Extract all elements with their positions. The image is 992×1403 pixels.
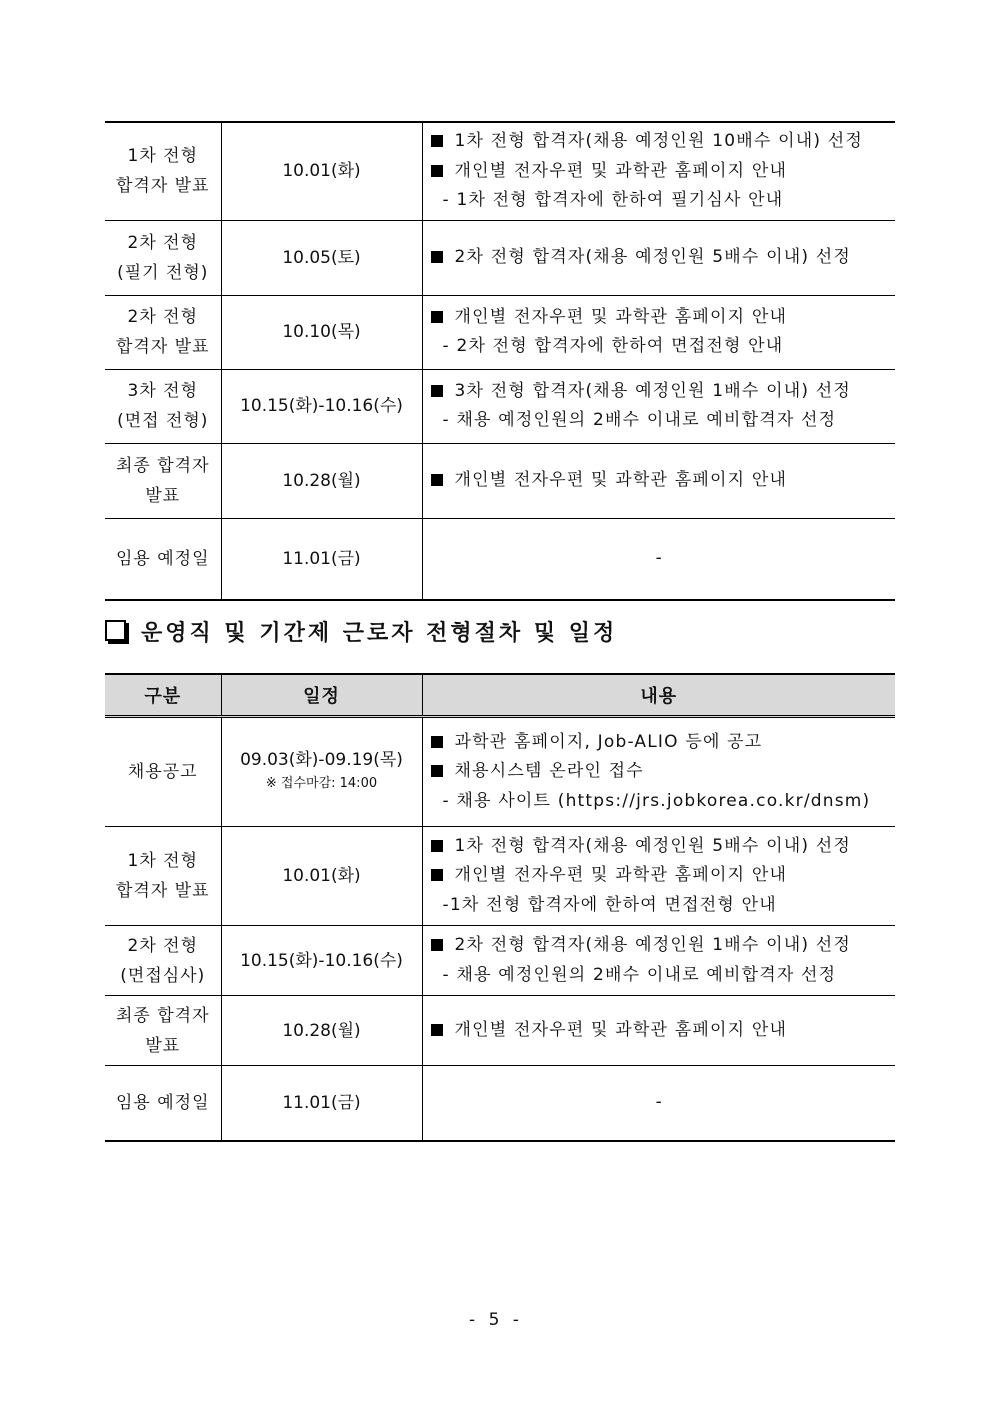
stage-label-line: (면접 전형)	[117, 411, 209, 431]
schedule-date: 11.01(금)	[282, 548, 361, 569]
sub-item	[423, 406, 896, 436]
stage-label-line: 발표	[145, 1035, 181, 1056]
content-cell	[422, 220, 895, 295]
schedule-table-2-body	[105, 717, 895, 1141]
sub-item	[423, 891, 896, 921]
bullet-item	[423, 127, 896, 157]
filled-square-bullet-icon	[431, 939, 443, 951]
stage-cell	[105, 1066, 221, 1141]
sub-item	[423, 787, 896, 817]
content-cell	[422, 827, 895, 926]
content-text: -1차 전형 합격자에 한하여 면접전형 안내	[442, 894, 777, 915]
schedule-table-1-body	[105, 122, 895, 600]
bullet-item	[423, 931, 896, 961]
table-header-row	[105, 674, 895, 717]
stage-cell	[105, 122, 221, 220]
content-text: - 1차 전형 합격자에 한하여 필기심사 안내	[442, 190, 784, 210]
date-cell	[221, 369, 422, 443]
stage-label-line: 최종 합격자	[115, 1005, 210, 1026]
date-cell	[221, 926, 422, 996]
stage-label-line: 발표	[145, 485, 181, 506]
content-text: 개인별 전자우편 및 과학관 홈페이지 안내	[454, 306, 788, 327]
bullet-item	[423, 303, 896, 333]
content-cell	[422, 518, 895, 600]
bullet-item	[423, 157, 896, 187]
date-cell	[221, 996, 422, 1066]
empty-dash	[423, 544, 896, 574]
content-text: 1차 전형 합격자(채용 예정인원 5배수 이내) 선정	[454, 835, 852, 856]
content-cell	[422, 369, 895, 443]
stage-cell	[105, 369, 221, 443]
sub-item	[423, 961, 896, 991]
schedule-date: 09.03(화)-09.19(목)	[240, 750, 403, 770]
content-text: -	[655, 1092, 662, 1112]
section-heading	[105, 616, 617, 656]
filled-square-bullet-icon	[431, 869, 443, 881]
bullet-item	[423, 861, 896, 891]
content-text: 개인별 전자우편 및 과학관 홈페이지 안내	[454, 160, 788, 181]
content-cell	[422, 926, 895, 996]
table-row	[105, 1066, 895, 1141]
bullet-item	[423, 832, 896, 862]
stage-label-line: 1차 전형	[127, 851, 198, 871]
content-text: 개인별 전자우편 및 과학관 홈페이지 안내	[454, 469, 788, 490]
table-row	[105, 220, 895, 295]
stage-label-line: 최종 합격자	[115, 455, 210, 476]
filled-square-bullet-icon	[431, 736, 443, 748]
table-row	[105, 926, 895, 996]
empty-dash	[423, 1088, 896, 1118]
bullet-item	[423, 466, 896, 496]
filled-square-bullet-icon	[431, 1024, 443, 1036]
content-cell	[422, 996, 895, 1066]
stage-cell	[105, 827, 221, 926]
date-cell	[221, 518, 422, 600]
content-cell	[422, 443, 895, 518]
header-content: 내용	[422, 674, 895, 717]
content-text: 1차 전형 합격자(채용 예정인원 10배수 이내) 선정	[454, 131, 864, 151]
content-text: 과학관 홈페이지, Job-ALIO 등에 공고	[454, 731, 763, 752]
schedule-table-1	[105, 121, 895, 601]
header-division: 구분	[144, 686, 182, 707]
bullet-item	[423, 728, 896, 758]
content-text: 3차 전형 합격자(채용 예정인원 1배수 이내) 선정	[454, 380, 852, 401]
stage-label-line: 2차 전형	[127, 232, 198, 253]
filled-square-bullet-icon	[431, 840, 443, 852]
content-cell	[422, 1066, 895, 1141]
stage-cell	[105, 295, 221, 369]
filled-square-bullet-icon	[431, 135, 443, 147]
schedule-date: 10.05(토)	[282, 247, 361, 268]
filled-square-bullet-icon	[431, 385, 443, 397]
content-cell	[422, 122, 895, 220]
stage-label-line: 임용 예정일	[115, 1092, 210, 1113]
stage-cell	[105, 518, 221, 600]
schedule-table-2	[105, 673, 895, 1142]
stage-label-line: 합격자 발표	[115, 881, 210, 901]
date-cell	[221, 122, 422, 220]
date-cell	[221, 220, 422, 295]
stage-cell	[105, 996, 221, 1066]
filled-square-bullet-icon	[431, 165, 443, 177]
content-text: 2차 전형 합격자(채용 예정인원 1배수 이내) 선정	[454, 935, 852, 955]
schedule-date: 10.01(화)	[282, 866, 361, 886]
stage-cell	[105, 220, 221, 295]
bullet-item	[423, 377, 896, 407]
sub-item	[423, 332, 896, 362]
content-text: 채용시스템 온라인 접수	[454, 761, 644, 782]
stage-label-line: 3차 전형	[127, 381, 198, 401]
content-cell	[422, 717, 895, 827]
deadline-note: ※ 접수마감: 14:00	[265, 776, 378, 791]
stage-cell	[105, 443, 221, 518]
stage-label-line: 임용 예정일	[115, 548, 210, 569]
table-row	[105, 518, 895, 600]
table-row	[105, 717, 895, 827]
bullet-item	[423, 243, 896, 273]
schedule-date: 10.01(화)	[282, 161, 361, 182]
table-row	[105, 369, 895, 443]
content-text: - 채용 예정인원의 2배수 이내로 예비합격자 선정	[442, 410, 837, 430]
content-text: 2차 전형 합격자(채용 예정인원 5배수 이내) 선정	[454, 246, 852, 267]
filled-square-bullet-icon	[431, 765, 443, 777]
content-text: -	[655, 548, 662, 568]
stage-label-line: 2차 전형	[127, 935, 198, 956]
date-cell	[221, 827, 422, 926]
content-text: - 채용 예정인원의 2배수 이내로 예비합격자 선정	[442, 964, 837, 985]
checkbox-square-icon	[105, 620, 126, 641]
date-cell	[221, 1066, 422, 1141]
table-row	[105, 996, 895, 1066]
stage-cell	[105, 717, 221, 827]
schedule-date: 10.28(월)	[282, 1020, 361, 1041]
date-cell	[221, 443, 422, 518]
stage-label-line: 합격자 발표	[115, 337, 210, 357]
table-row	[105, 827, 895, 926]
stage-label-line: 합격자 발표	[115, 176, 210, 197]
schedule-date: 10.10(목)	[282, 322, 361, 342]
page-number: - 5 -	[469, 1310, 523, 1330]
content-cell	[422, 295, 895, 369]
stage-label-line: 1차 전형	[127, 146, 198, 167]
sub-item	[423, 186, 896, 216]
table-row	[105, 443, 895, 518]
schedule-date: 10.28(월)	[282, 470, 361, 491]
filled-square-bullet-icon	[431, 474, 443, 486]
table-row	[105, 295, 895, 369]
content-text: - 채용 사이트 (https://jrs.jobkorea.co.kr/dnsm)	[442, 790, 871, 811]
section-heading-text: 운영직 및 기간제 근로자 전형절차 및 일정	[141, 620, 618, 646]
content-text: 개인별 전자우편 및 과학관 홈페이지 안내	[454, 865, 788, 886]
schedule-date: 10.15(화)-10.16(수)	[240, 396, 403, 416]
bullet-item	[423, 757, 896, 787]
stage-label-line: (필기 전형)	[117, 262, 209, 283]
filled-square-bullet-icon	[431, 311, 443, 323]
stage-label-line: 채용공고	[127, 762, 198, 782]
stage-cell	[105, 926, 221, 996]
date-cell	[221, 717, 422, 827]
schedule-date: 10.15(화)-10.16(수)	[240, 950, 403, 971]
date-cell	[221, 295, 422, 369]
bullet-item	[423, 1016, 896, 1046]
content-text: - 2차 전형 합격자에 한하여 면접전형 안내	[442, 336, 784, 356]
header-schedule: 일정	[221, 674, 422, 717]
table-row	[105, 122, 895, 220]
schedule-date: 11.01(금)	[282, 1092, 361, 1113]
content-text: 개인별 전자우편 및 과학관 홈페이지 안내	[454, 1019, 788, 1040]
stage-label-line: (면접심사)	[120, 965, 206, 986]
filled-square-bullet-icon	[431, 251, 443, 263]
stage-label-line: 2차 전형	[127, 307, 198, 327]
